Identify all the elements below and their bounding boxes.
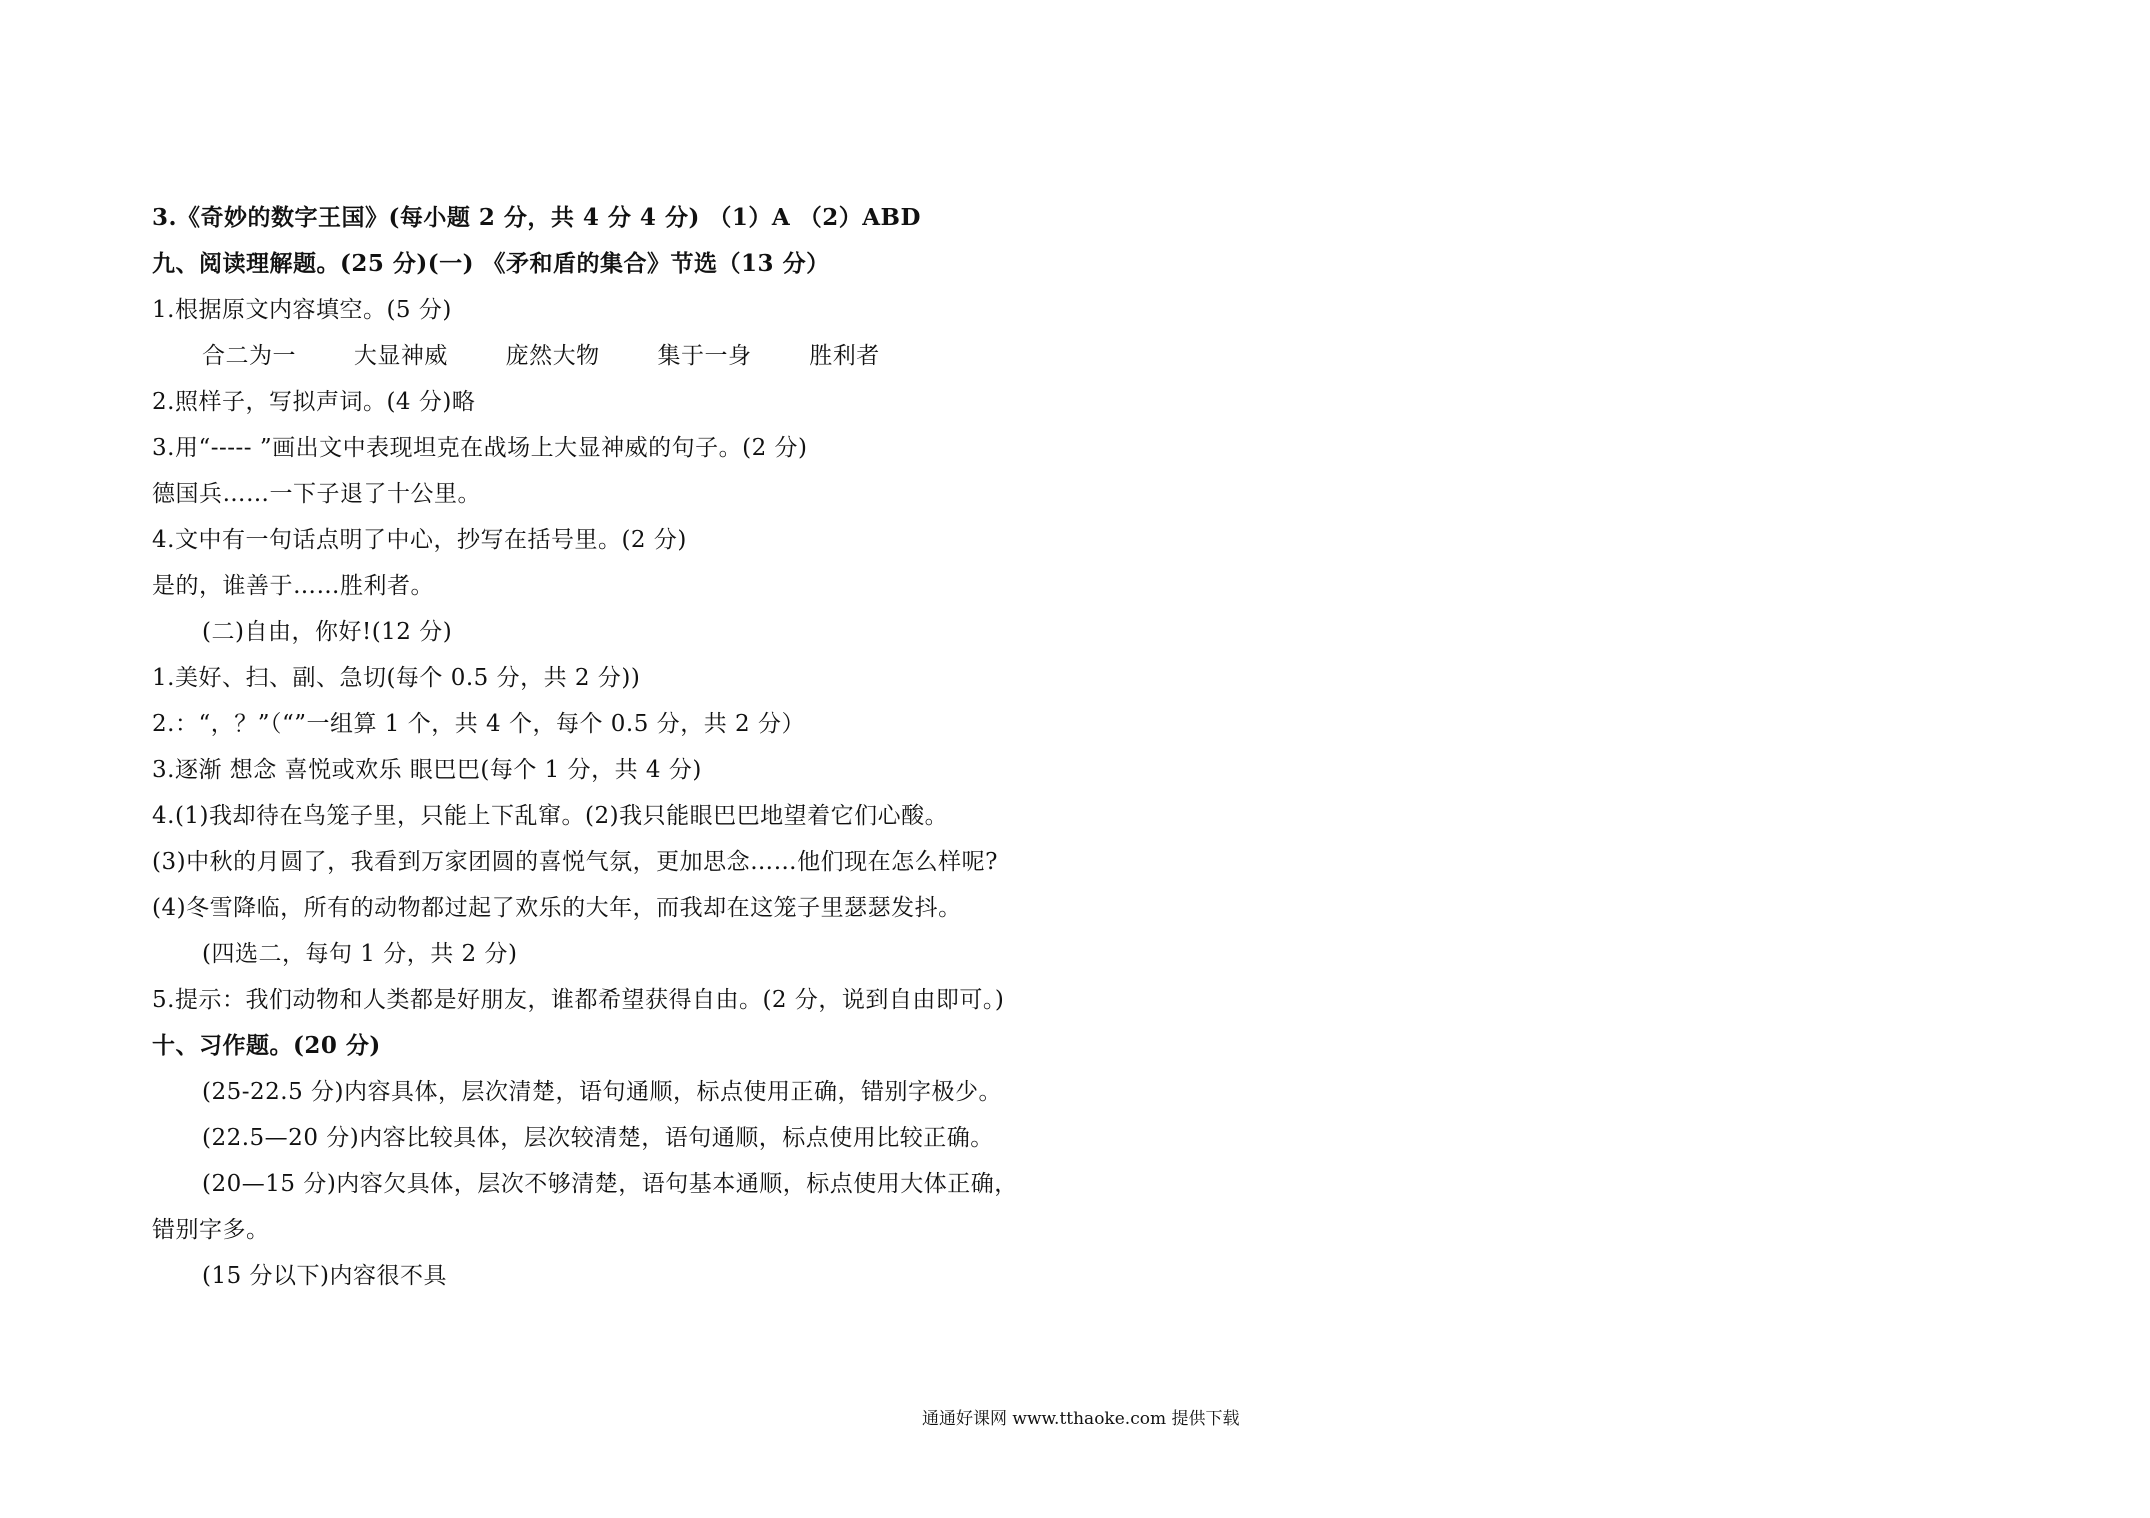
p2-answer-3: 3.逐渐 想念 喜悦或欢乐 眼巴巴(每个 1 分，共 4 分) (152, 757, 702, 783)
page-footer: 通通好课网 www.tthaoke.com 提供下载 (922, 1409, 1240, 1429)
word-2: 大显神威 (353, 343, 448, 369)
fill-in-words (202, 341, 930, 371)
word-5: 胜利者 (809, 343, 880, 369)
section-10-heading: 十、习作题。(20 分) (152, 1032, 381, 1059)
passage-2-heading: (二)自由，你好!(12 分) (202, 619, 453, 645)
answer-4: 是的，谁善于……胜利者。 (152, 573, 434, 599)
grade-band-3-cont: 错别字多。 (152, 1217, 270, 1243)
question-3: 3.用“----- ”画出文中表现坦克在战场上大显神威的句子。(2 分) (152, 435, 808, 461)
answer-line-3: 3.《奇妙的数字王国》(每小题 2 分，共 4 分 4 分) （1）A （2）ABD (152, 204, 921, 231)
p2-answer-2: 2.：“，？”（“”一组算 1 个，共 4 个，每个 0.5 分，共 2 分） (152, 711, 805, 737)
p2-answer-4-3: (3)中秋的月圆了，我看到万家团圆的喜悦气氛，更加思念……他们现在怎么样呢? (152, 849, 998, 875)
word-1: 合二为一 (202, 343, 296, 369)
p2-answer-5: 5.提示：我们动物和人类都是好朋友，谁都希望获得自由。(2 分，说到自由即可。) (152, 987, 1005, 1013)
grade-band-3: (20—15 分)内容欠具体，层次不够清楚，语句基本通顺，标点使用大体正确， (202, 1171, 1018, 1197)
grade-band-2: (22.5—20 分)内容比较具体，层次较清楚，语句通顺，标点使用比较正确。 (202, 1125, 994, 1151)
p2-answer-4-note: (四选二，每句 1 分，共 2 分) (202, 941, 518, 967)
grade-band-1: (25-22.5 分)内容具体，层次清楚，语句通顺，标点使用正确，错别字极少。 (202, 1079, 1003, 1105)
p2-answer-4-4: (4)冬雪降临，所有的动物都过起了欢乐的大年，而我却在这笼子里瑟瑟发抖。 (152, 895, 962, 921)
question-2: 2.照样子，写拟声词。(4 分)略 (152, 389, 476, 415)
p2-answer-1: 1.美好、扫、副、急切(每个 0.5 分，共 2 分)) (152, 665, 641, 691)
word-4: 集于一身 (657, 343, 752, 369)
question-4: 4.文中有一句话点明了中心，抄写在括号里。(2 分) (152, 527, 687, 553)
grade-band-4: (15 分以下)内容很不具 (202, 1263, 448, 1289)
word-3: 庞然大物 (505, 343, 600, 369)
section-9-heading: 九、阅读理解题。(25 分)(一) 《矛和盾的集合》节选（13 分） (152, 250, 830, 277)
p2-answer-4: 4.(1)我却待在鸟笼子里，只能上下乱窜。(2)我只能眼巴巴地望着它们心酸。 (152, 803, 949, 829)
answer-3: 德国兵……一下子退了十公里。 (152, 481, 481, 507)
question-1: 1.根据原文内容填空。(5 分) (152, 297, 452, 323)
